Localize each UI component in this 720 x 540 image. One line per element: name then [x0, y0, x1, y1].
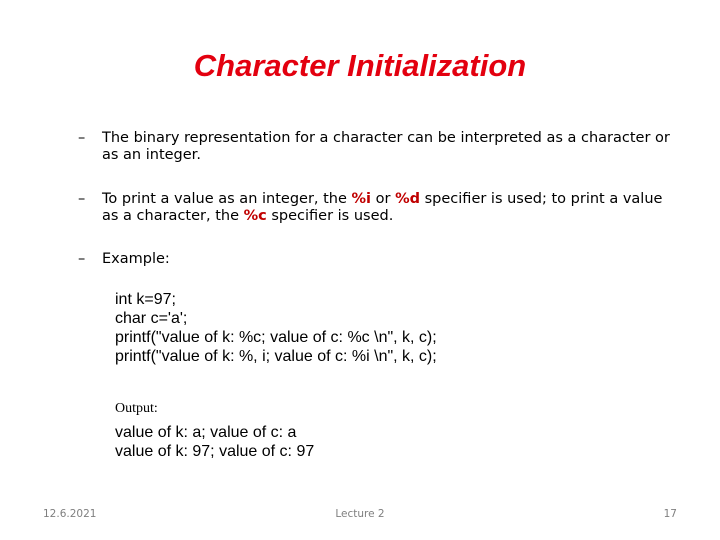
code-line: char c='a';	[115, 310, 188, 327]
specifier-c: %c	[243, 208, 267, 224]
bullet-text	[102, 191, 678, 225]
footer-date: 12.6.2021	[43, 508, 97, 520]
bullet-text-part: or	[371, 191, 396, 207]
bullet-dash: –	[78, 191, 86, 207]
bullet-dash: –	[78, 251, 86, 267]
bullet-print-specifiers	[78, 191, 678, 225]
code-line: printf("value of k: %c; value of c: %c \n", k, c);	[115, 329, 437, 346]
bullet-text: The binary representation for a character can be interpreted as a character or as an integer.	[102, 130, 670, 163]
specifier-d: %d	[395, 191, 421, 207]
output-line: value of k: 97; value of c: 97	[115, 443, 315, 460]
specifier-i: %i	[351, 191, 372, 207]
bullet-dash: –	[78, 130, 86, 146]
output-line: value of k: a; value of c: a	[115, 424, 297, 441]
code-line: printf("value of k: %, i; value of c: %i \n", k, c);	[115, 348, 437, 365]
bullet-example	[78, 251, 678, 268]
bullet-text-part: specifier is used.	[266, 208, 394, 224]
bullet-text-part: specifier is used; to print a value as a character, the	[102, 191, 663, 224]
code-line: int k=97;	[115, 291, 176, 308]
bullet-text-part: To print a value as an integer, the	[102, 191, 352, 207]
footer-lecture: Lecture 2	[335, 508, 385, 520]
output-label: Output:	[115, 401, 158, 416]
bullet-text: Example:	[102, 251, 170, 267]
slide-title: Character Initialization	[193, 48, 527, 83]
footer-page-number: 17	[663, 508, 677, 520]
output-block	[115, 423, 675, 461]
code-example	[115, 290, 675, 366]
bullet-binary-representation	[78, 130, 678, 164]
